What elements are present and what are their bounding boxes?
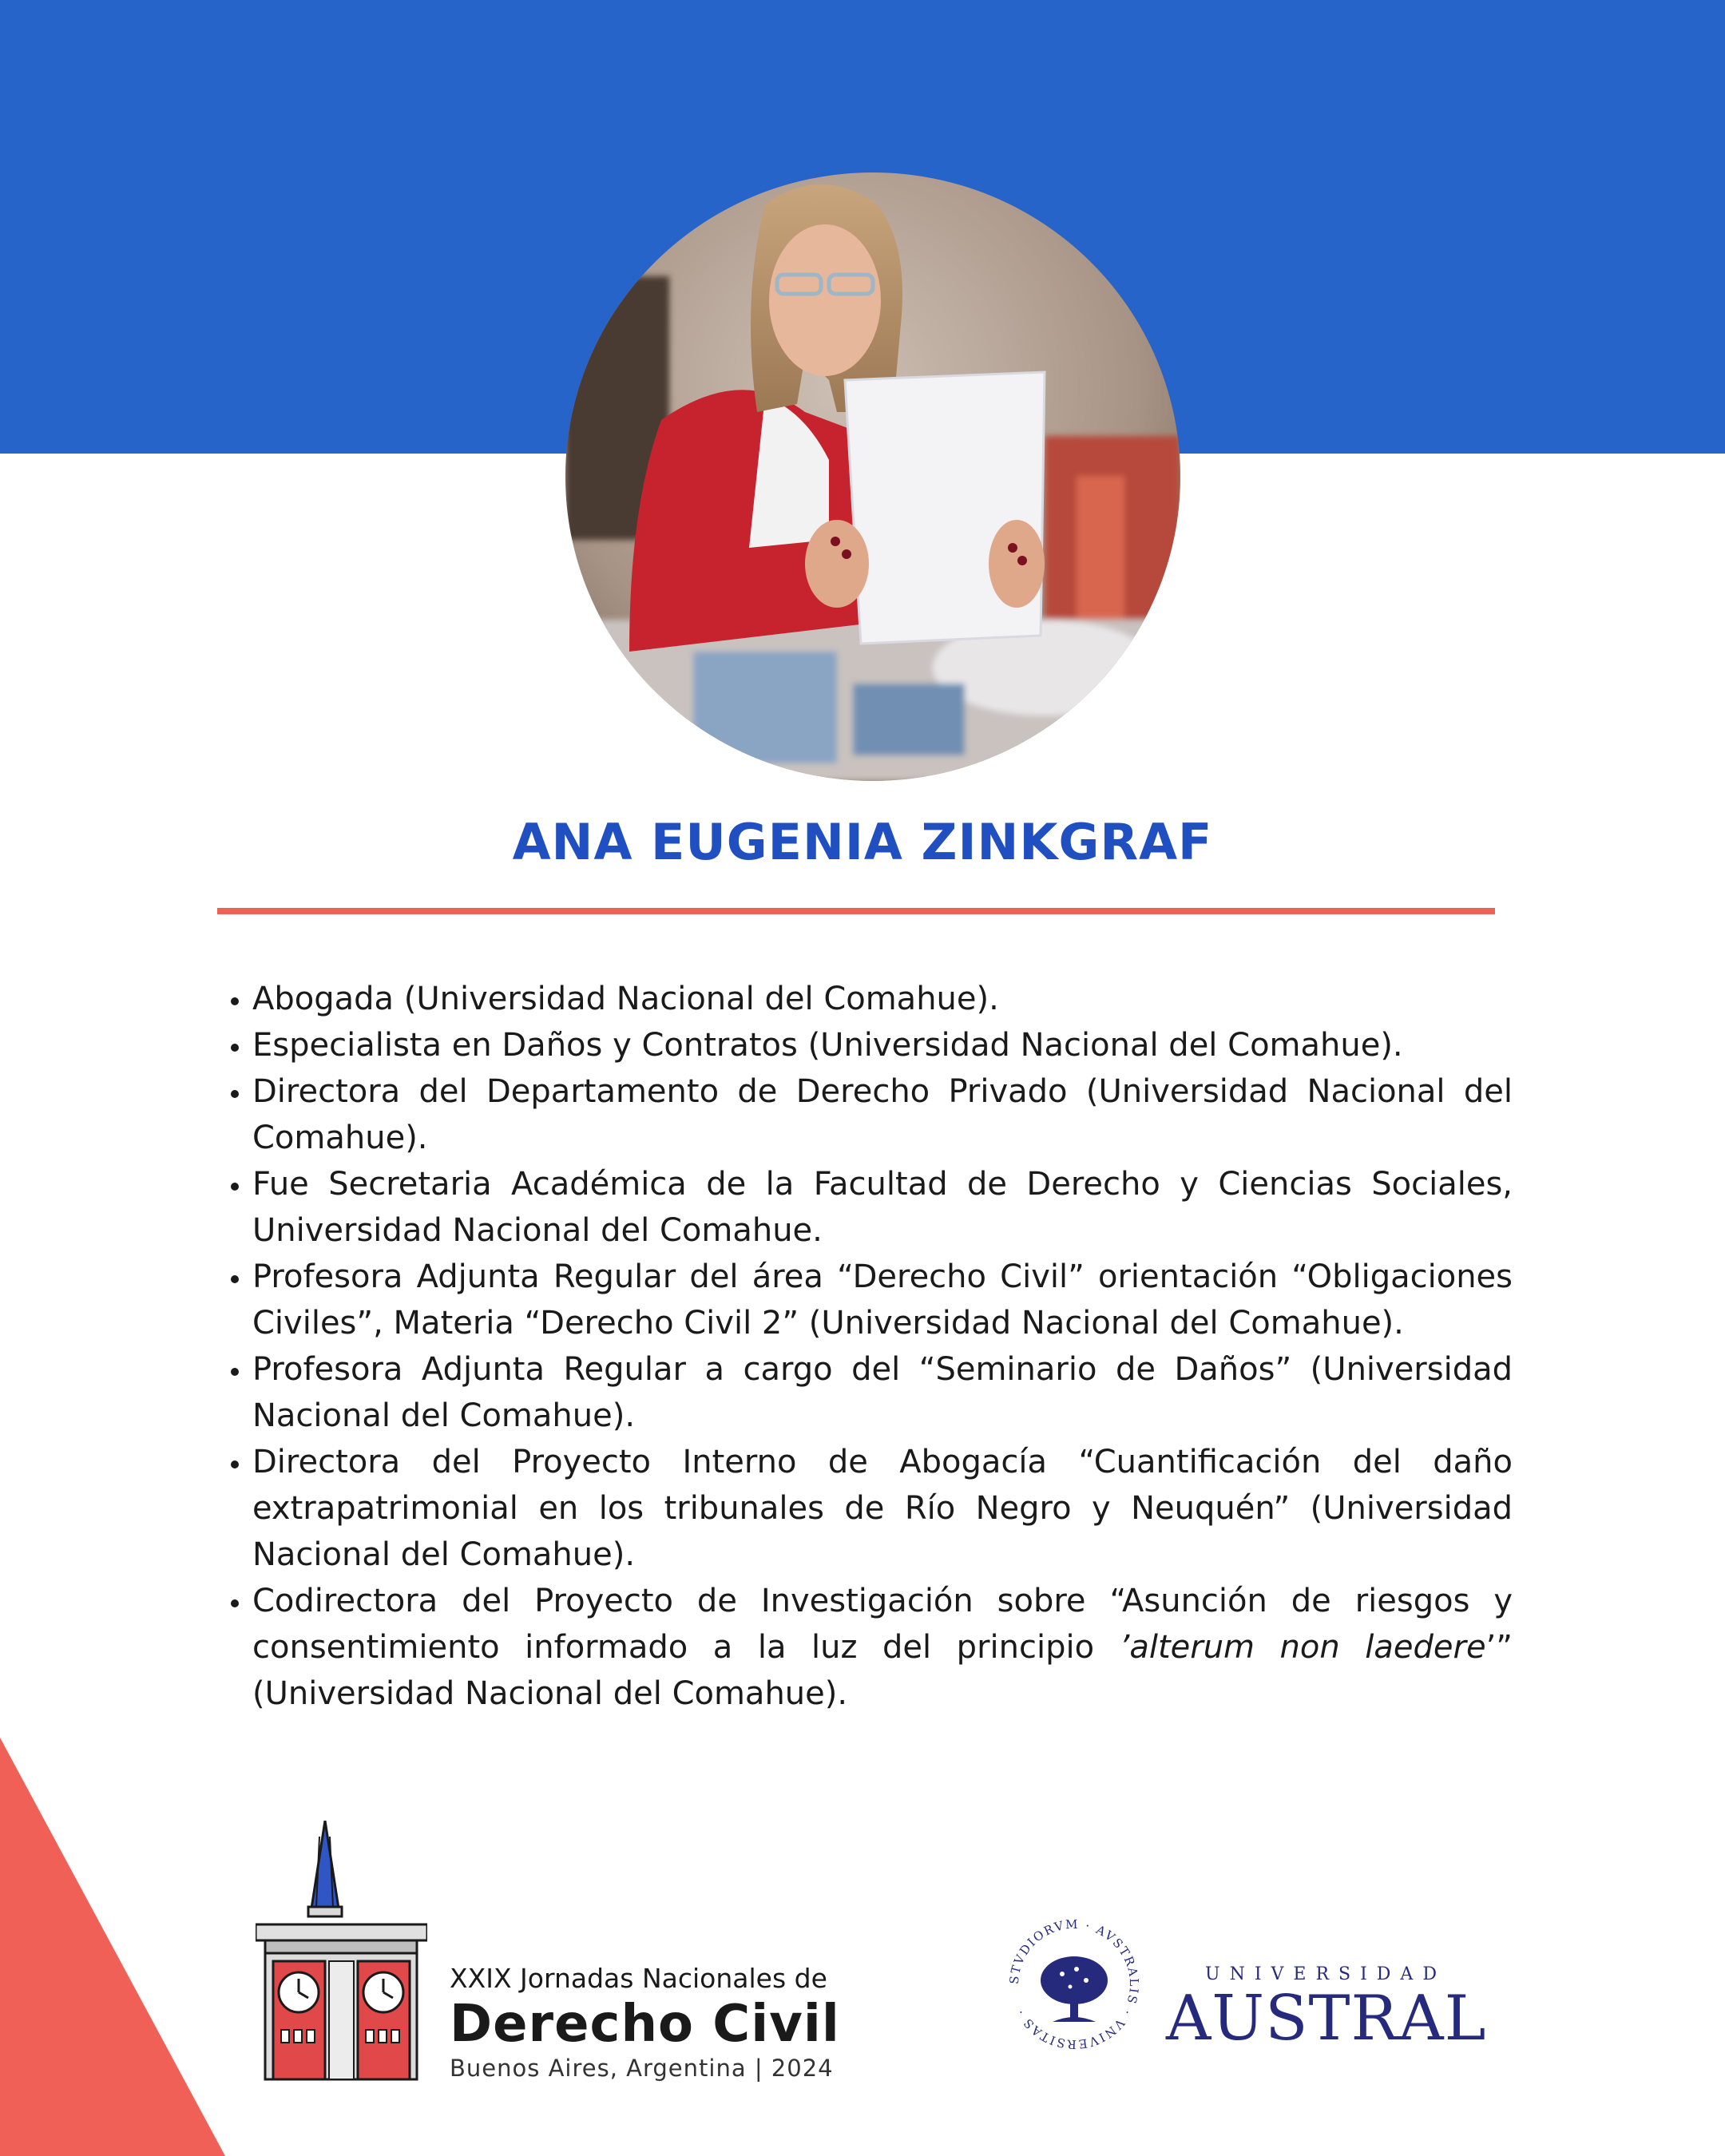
bio-item: • Profesora Adjunta Regular del área “Derecho Civil” orientación “Obligaciones Civiles”, Materia “Derecho Civil 2” (Universidad Nacional del Comahue). <box>252 1254 1513 1346</box>
bio-item: • Directora del Departamento de Derecho Privado (Universidad Nacional del Comahue). <box>252 1068 1513 1161</box>
bio-item: • Abogada (Universidad Nacional del Comahue). <box>252 976 1513 1022</box>
bio-item: • Fue Secretaria Académica de la Facultad de Derecho y Ciencias Sociales, Universidad Nacional del Comahue. <box>252 1161 1513 1254</box>
speaker-name: ANA EUGENIA ZINKGRAF <box>512 813 1213 871</box>
event-title-line: XXIX Jornadas Nacionales de <box>450 1963 827 1994</box>
austral-seal-icon <box>1006 1916 1142 2052</box>
bio-item-text: Codirectora del Proyecto de Investigación sobre “Asunción de riesgos y consentimiento informado a la luz del principio <box>252 1583 1513 1666</box>
svg-text:STVDIORVM · AVSTRALIS · VNIVER: STVDIORVM · AVSTRALIS · VNIVERSITAS · <box>1006 1916 1142 2052</box>
bio-list <box>217 976 1513 1717</box>
event-location-year: Buenos Aires, Argentina | 2024 <box>450 2055 834 2082</box>
austral-logo <box>1006 1916 1501 2084</box>
bio-item: • Directora del Proyecto Interno de Abogacía “Cuantificación del daño extrapatrimonial en los tribunales de Río Negro y Neuquén” (Universidad Nacional del Comahue). <box>252 1439 1513 1578</box>
event-logo <box>256 1821 870 2084</box>
bio-item <box>252 1578 1513 1717</box>
name-divider <box>217 908 1495 914</box>
event-title-main: Derecho Civil <box>450 1995 840 2054</box>
clock-tower-icon <box>256 1821 427 2084</box>
bio-item: • Profesora Adjunta Regular a cargo del “Seminario de Daños” (Universidad Nacional del Comahue). <box>252 1346 1513 1439</box>
austral-title: AUSTRAL <box>1166 1983 1487 2055</box>
bio-item-text-end: ’” (Universidad Nacional del Comahue). <box>252 1629 1513 1712</box>
speaker-photo <box>565 172 1180 781</box>
austral-subtitle: UNIVERSIDAD <box>1205 1964 1446 1984</box>
bio-item: • Especialista en Daños y Contratos (Universidad Nacional del Comahue). <box>252 1022 1513 1068</box>
bio-item-latin-phrase: ’alterum non laedere <box>1119 1629 1486 1666</box>
